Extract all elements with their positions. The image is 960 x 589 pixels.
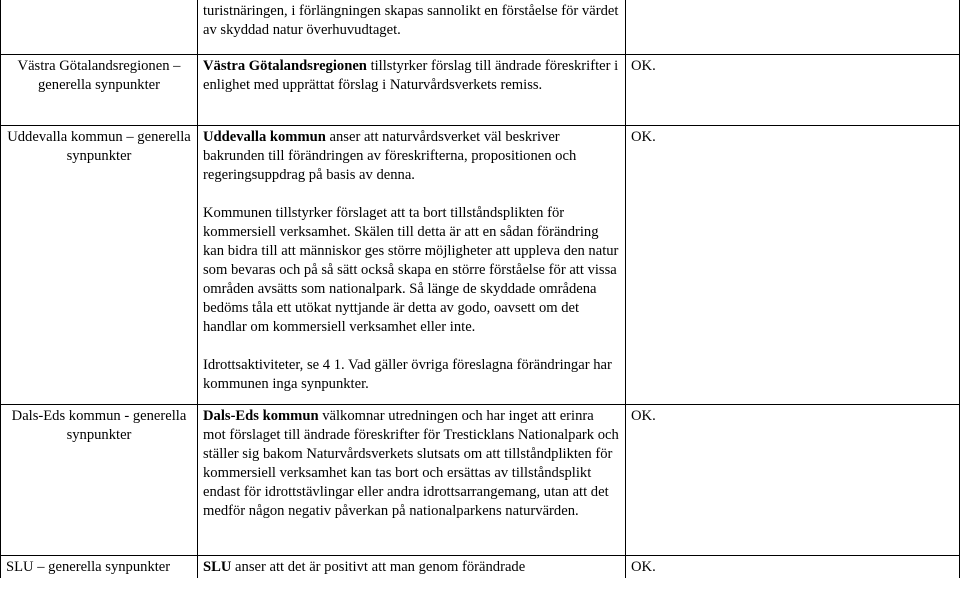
- assessment-cell: [626, 55, 960, 126]
- comment-paragraph: [203, 407, 620, 521]
- assessment-label: OK.: [631, 58, 656, 74]
- comment-cell: [198, 556, 626, 579]
- assessment-label: OK.: [631, 129, 656, 145]
- table-row: [1, 0, 960, 55]
- table-row: [1, 55, 960, 126]
- table-row: [1, 556, 960, 579]
- party-cell: [1, 55, 198, 126]
- party-cell: [1, 405, 198, 556]
- party-cell: [1, 556, 198, 579]
- assessment-cell: [626, 126, 960, 405]
- table-row: [1, 405, 960, 556]
- comment-cell: [198, 405, 626, 556]
- party-label: Dals-Eds kommun - generella synpunkter: [11, 408, 187, 443]
- comment-paragraph: [203, 128, 620, 185]
- assessment-label: OK.: [631, 408, 656, 424]
- comment-text: välkomnar utredningen och har inget att erinra mot förslaget till ändrade föreskrifter för Tresticklans Nationalpark och ställer sig bakom Naturvårdsverkets slutsats om att tillståndplikten för kommersiell verksamhet kan tas bort och ersättas av tillståndsplikt endast för idrottstävlingar eller andra idrottsarrangemang, utan att det medför någon negativ påverkan på nationalparkens naturvärden.: [203, 408, 619, 519]
- table-row: [1, 126, 960, 405]
- comment-paragraph: Idrottsaktiviteter, se 4 1. Vad gäller övriga föreslagna förändringar har kommunen inga synpunkter.: [203, 357, 612, 392]
- comment-paragraph: [203, 57, 620, 95]
- assessment-cell: [626, 556, 960, 579]
- organisation-name: Dals-Eds kommun: [203, 408, 319, 424]
- comment-cell: [198, 0, 626, 55]
- comment-text: tillstyrker förslag till ändrade föreskrifter i enlighet med upprättat förslag i Naturvårdsverkets remiss.: [203, 58, 619, 93]
- organisation-name: Uddevalla kommun: [203, 129, 326, 145]
- party-label: Uddevalla kommun – generella synpunkter: [7, 129, 191, 164]
- comment-cell: [198, 55, 626, 126]
- party-cell: [1, 0, 198, 55]
- assessment-cell: [626, 0, 960, 55]
- comment-paragraph: [203, 558, 620, 577]
- comment-text: anser att det är positivt att man genom förändrade: [231, 559, 526, 575]
- assessment-label: OK.: [631, 559, 656, 575]
- comment-cell: [198, 126, 626, 405]
- party-label: SLU – generella synpunkter: [6, 559, 171, 575]
- party-label: Västra Götalandsregionen – generella synpunkter: [17, 58, 181, 93]
- comment-paragraph: Kommunen tillstyrker förslaget att ta bort tillståndsplikten för kommersiell verksamhet. Skälen till detta är att en sådan förändring kan bidra till att människor ges större möjligheter att uppleva den natur som bevaras och på så sätt också skapa en större förståelse för att vissa områden avsätts som nationalpark. Så länge de skyddade områdena bedöms tåla ett utökat nyttjande är detta av godo, oavsett om det handlar om kommersiell verksamhet eller inte.: [203, 205, 619, 335]
- comment-text: anser att naturvårdsverket väl beskriver bakrunden till förändringen av föreskrifterna, propositionen och regeringsuppdrag på basis av denna.: [203, 129, 577, 183]
- organisation-name: SLU: [203, 559, 232, 575]
- party-cell: [1, 126, 198, 405]
- comment-paragraph: turistnäringen, i förlängningen skapas sannolikt en förståelse för värdet av skyddad natur överhuvudtaget.: [203, 3, 619, 38]
- organisation-name: Västra Götalandsregionen: [203, 58, 367, 74]
- assessment-cell: [626, 405, 960, 556]
